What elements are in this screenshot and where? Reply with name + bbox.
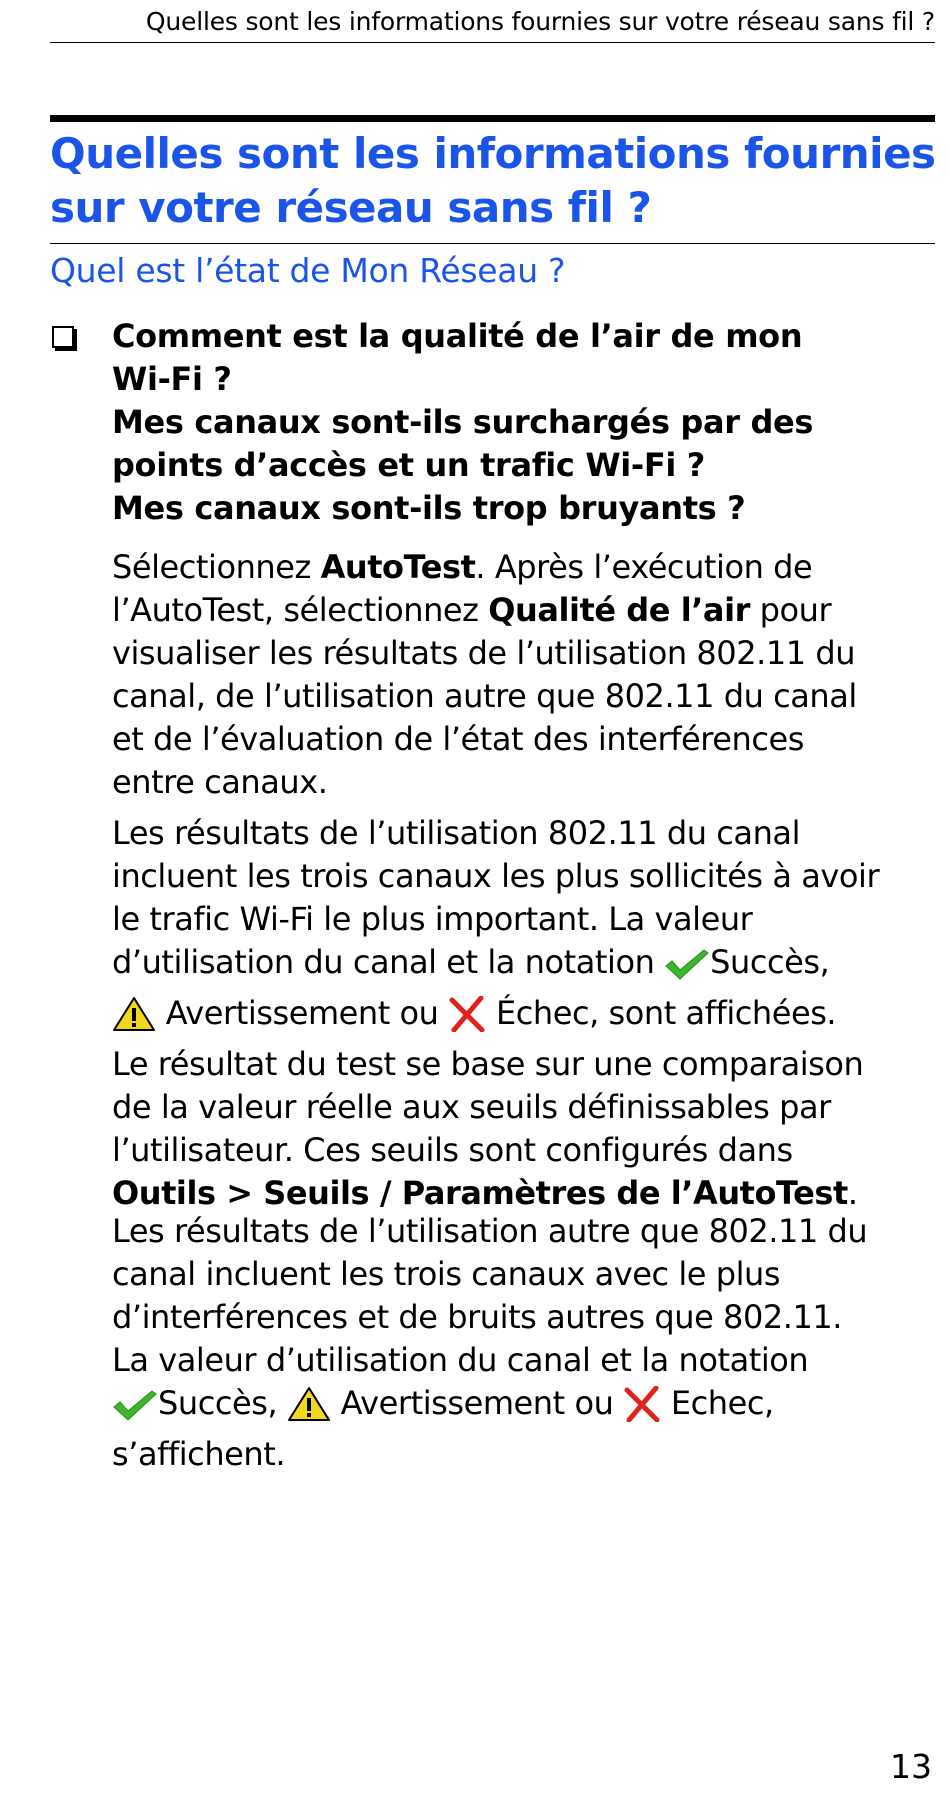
p2-text: d’utilisation du canal et la notation <box>112 943 665 981</box>
p2-line-7: de la valeur réelle aux seuils définissables par <box>112 1088 831 1126</box>
title-top-rule <box>50 115 935 122</box>
running-header: Quelles sont les informations fournies sur votre réseau sans fil ? <box>50 4 935 43</box>
p1-line-2 <box>112 589 942 632</box>
p2-line-6: Le résultat du test se base sur une comparaison <box>112 1045 864 1083</box>
check-mark-icon <box>664 947 710 992</box>
warning-triangle-icon <box>112 996 156 1043</box>
p1-text: pour <box>749 591 832 629</box>
p2-text: Échec, sont affichées. <box>486 994 837 1032</box>
p1-text: . Après l’exécution de <box>475 548 813 586</box>
p2-text: Succès, <box>710 943 830 981</box>
paragraph-80211-results <box>112 812 942 1215</box>
p2-line-3: le trafic Wi-Fi le plus important. La valeur <box>112 900 753 938</box>
p1-line-4: canal, de l’utilisation autre que 802.11 du canal <box>112 677 857 715</box>
p2-text: Avertissement ou <box>156 994 449 1032</box>
red-x-icon <box>448 996 486 1043</box>
p1-text: l’AutoTest, sélectionnez <box>112 591 489 629</box>
p2-line-8: l’utilisateur. Ces seuils sont configurés dans <box>112 1131 793 1169</box>
question-2-line-2: points d’accès et un trafic Wi-Fi ? <box>112 446 705 484</box>
warning-triangle-icon <box>287 1386 331 1433</box>
section-title-line-2: sur votre réseau sans fil ? <box>50 183 652 232</box>
checkbox-bullet-icon <box>52 326 74 348</box>
p1-text: Sélectionnez <box>112 548 321 586</box>
autotest-term: AutoTest <box>320 548 476 586</box>
p1-line-3: visualiser les résultats de l’utilisation 802.11 du <box>112 634 856 672</box>
p3-line-6: s’affichent. <box>112 1435 286 1473</box>
p3-text: Succès, <box>158 1384 287 1422</box>
p3-line-5 <box>112 1382 942 1433</box>
p2-line-4 <box>112 941 942 992</box>
question-2-line-1: Mes canaux sont-ils surchargés par des <box>112 403 814 441</box>
air-quality-term: Qualité de l’air <box>488 591 750 629</box>
section-title <box>50 127 940 235</box>
page-number: 13 <box>890 1747 932 1786</box>
p1-line-5: et de l’évaluation de l’état des interférences <box>112 720 804 758</box>
p3-line-3: d’interférences et de bruits autres que 802.11. <box>112 1298 843 1336</box>
p3-line-2: canal incluent les trois canaux avec le plus <box>112 1255 781 1293</box>
subsection-title: Quel est l’état de Mon Réseau ? <box>50 251 566 290</box>
p2-line-5 <box>112 992 942 1043</box>
red-x-icon <box>623 1386 661 1433</box>
p2-text: . <box>847 1174 858 1212</box>
section-title-line-1: Quelles sont les informations fournies <box>50 129 936 178</box>
p1-line-1 <box>112 546 942 589</box>
p3-line-4: La valeur d’utilisation du canal et la notation <box>112 1341 809 1379</box>
p1-line-6: entre canaux. <box>112 763 328 801</box>
p3-text: Avertissement ou <box>330 1384 624 1422</box>
paragraph-non-80211-results <box>112 1210 942 1476</box>
question-list <box>112 315 942 530</box>
question-1-line-2: Wi-Fi ? <box>112 360 232 398</box>
p2-line-2: incluent les trois canaux les plus sollicités à avoir <box>112 857 880 895</box>
title-bottom-rule <box>50 243 935 244</box>
thresholds-menu-path: Outils > Seuils / Paramètres de l’AutoTest <box>112 1174 848 1212</box>
question-1-line-1: Comment est la qualité de l’air de mon <box>112 317 803 355</box>
p3-text: Echec, <box>661 1384 774 1422</box>
paragraph-autotest <box>112 546 942 804</box>
question-3: Mes canaux sont-ils trop bruyants ? <box>112 489 746 527</box>
p3-line-1: Les résultats de l’utilisation autre que 802.11 du <box>112 1212 868 1250</box>
check-mark-icon <box>112 1388 158 1433</box>
p2-line-1: Les résultats de l’utilisation 802.11 du canal <box>112 814 801 852</box>
p2-line-9 <box>112 1172 942 1215</box>
